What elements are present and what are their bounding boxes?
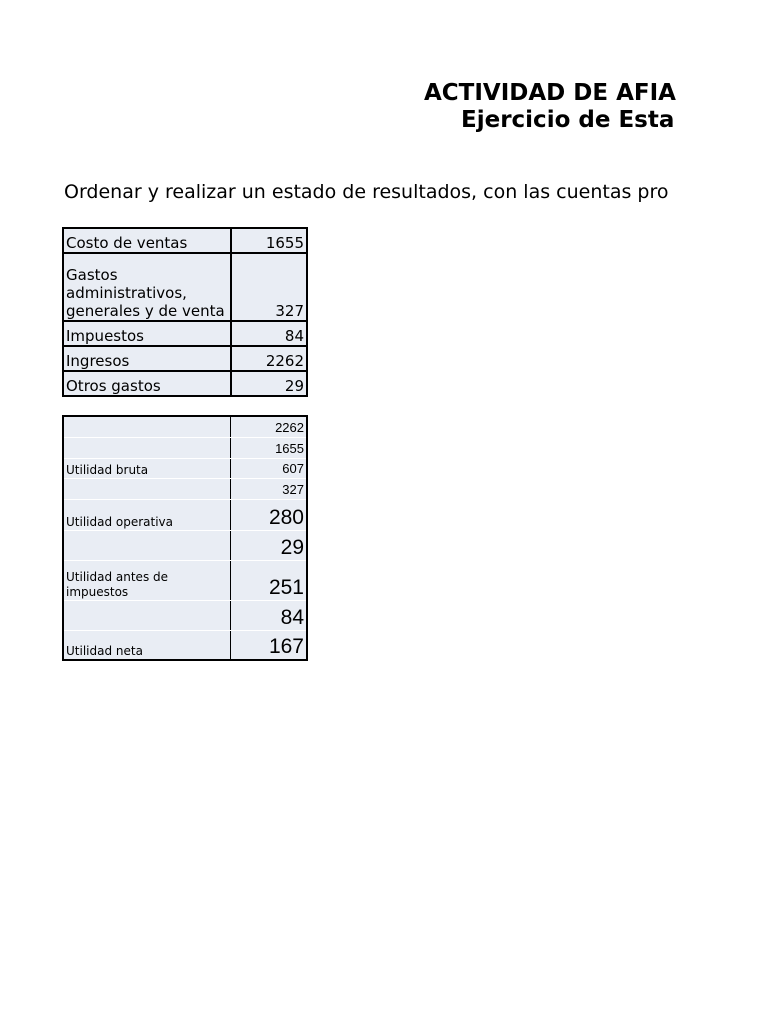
statement-value[interactable]: 327 [230, 478, 307, 499]
statement-label[interactable]: Utilidad operativa [63, 499, 230, 530]
account-label[interactable]: Impuestos [63, 321, 231, 346]
statement-label[interactable] [63, 530, 230, 560]
table-row [63, 478, 307, 499]
account-label[interactable]: Costo de ventas [63, 228, 231, 253]
table-row [63, 416, 307, 437]
statement-value[interactable]: 84 [230, 600, 307, 630]
statement-label[interactable]: Utilidad antes de impuestos [63, 560, 230, 600]
table-row [63, 600, 307, 630]
statement-label[interactable] [63, 600, 230, 630]
account-value[interactable]: 84 [231, 321, 307, 346]
statement-label[interactable] [63, 478, 230, 499]
statement-label[interactable]: Utilidad bruta [63, 458, 230, 478]
statement-label[interactable] [63, 437, 230, 458]
table-row [63, 560, 307, 600]
sheet-subtitle: Ejercicio de Esta [461, 107, 675, 133]
instructions-text: Ordenar y realizar un estado de resultados, con las cuentas pro [64, 181, 669, 203]
statement-value[interactable]: 167 [230, 630, 307, 660]
table-row [63, 499, 307, 530]
table-row [63, 371, 307, 396]
table-row [63, 458, 307, 478]
table-row [63, 321, 307, 346]
table-row [63, 437, 307, 458]
statement-value[interactable]: 1655 [230, 437, 307, 458]
account-label[interactable]: Ingresos [63, 346, 231, 371]
statement-label[interactable]: Utilidad neta [63, 630, 230, 660]
account-value[interactable]: 2262 [231, 346, 307, 371]
statement-value[interactable]: 280 [230, 499, 307, 530]
statement-value[interactable]: 251 [230, 560, 307, 600]
table-row [63, 530, 307, 560]
statement-value[interactable]: 607 [230, 458, 307, 478]
table-row [63, 630, 307, 660]
statement-label[interactable] [63, 416, 230, 437]
accounts-table [62, 227, 308, 397]
account-label[interactable]: Gastos administrativos, generales y de venta [63, 253, 231, 321]
statement-value[interactable]: 29 [230, 530, 307, 560]
account-value[interactable]: 1655 [231, 228, 307, 253]
account-value[interactable]: 327 [231, 253, 307, 321]
table-row [63, 253, 307, 321]
table-row [63, 228, 307, 253]
account-label[interactable]: Otros gastos [63, 371, 231, 396]
account-value[interactable]: 29 [231, 371, 307, 396]
sheet-title: ACTIVIDAD DE AFIA [424, 80, 676, 106]
income-statement-table [62, 415, 308, 661]
statement-value[interactable]: 2262 [230, 416, 307, 437]
table-row [63, 346, 307, 371]
